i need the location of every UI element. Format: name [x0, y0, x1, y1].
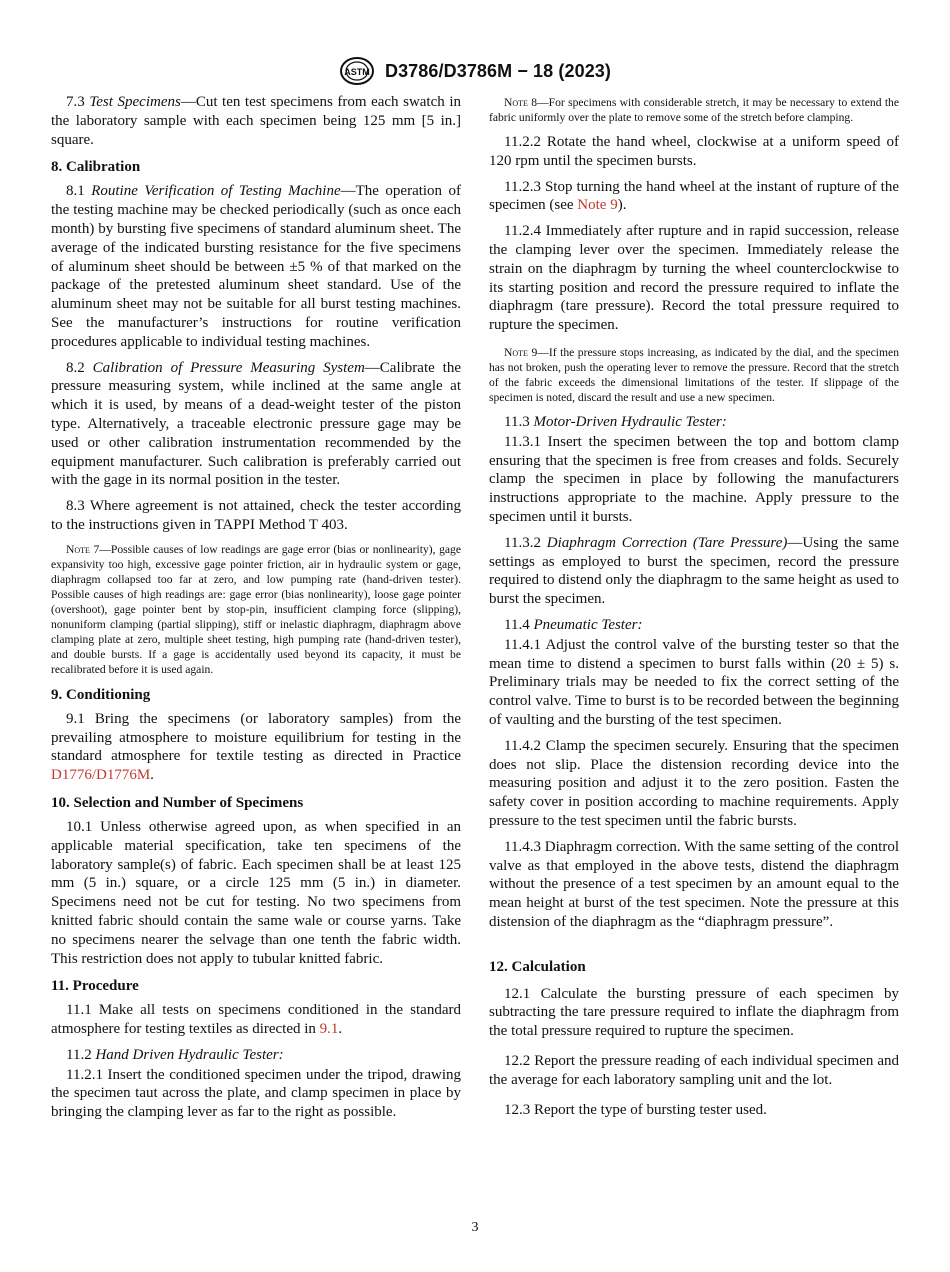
note-8: Note 8—For specimens with considerable stretch, it may be necessary to extend the fabric uniformly over the plate to remove some of the stretch before clamping.	[489, 96, 899, 124]
left-column	[51, 93, 461, 1129]
page-number: 3	[471, 1220, 479, 1235]
para-11-2-4: 11.2.4 Immediately after rupture and in rapid succession, release the clamping lever over the specimen. Immediately release the strain on the diaphragm by turning the wheel counterclockwise to its starting position and record the pressure required to inflate the diaphragm (tare pressure). Record the total pressure required to rupture the specimen.	[489, 223, 899, 334]
section-heading-procedure: 11. Procedure	[51, 978, 139, 995]
section-heading-conditioning: 9. Conditioning	[51, 686, 151, 703]
para-10-1: 10.1 Unless otherwise agreed upon, as when specified in an applicable material specification, take ten specimens of the laboratory sample(s) of fabric. Each specimen shall be at least 125 mm (5 in.) square, or a circle 125 mm (5 in.) in diameter. Specimens need not be cut for testing. No two specimens from knitted fabric should contain the same wale or course yarns. Take no specimens nearer the selvage than one tenth the fabric width. This restriction does not apply to tubular knitted fabric.	[51, 818, 461, 967]
para-9-1: 9.1 Bring the specimens (or laboratory samples) from the prevailing atmosphere to moisture equilibrium for testing in the standard atmosphere for textile testing as directed in Practice D1776/D1776M.	[51, 710, 461, 784]
para-11-3-2: 11.3.2 Diaphragm Correction (Tare Pressure)—Using the same settings as employed to burst the specimen, record the pressure required to distend only the diaphragm to the same height as used to burst the specimen.	[489, 534, 900, 608]
link-d1776[interactable]: D1776/D1776M	[51, 767, 151, 784]
para-11-1: 11.1 Make all tests on specimens conditioned in the standard atmosphere for testing textiles as directed in 9.1.	[51, 1002, 461, 1038]
para-11-2-1: 11.2.1 Insert the conditioned specimen under the tripod, drawing the specimen taut across the plate, and clamp specimen in place by bringing the clamping lever as far to the right as possible.	[51, 1066, 461, 1121]
para-11-4: 11.4 Pneumatic Tester:	[504, 616, 643, 633]
para-11-3: 11.3 Motor-Driven Hydraulic Tester:	[504, 413, 727, 430]
document-code: D3786/D3786M − 18 (2023)	[384, 60, 612, 81]
section-heading-selection: 10. Selection and Number of Specimens	[51, 794, 304, 811]
para-11-4-2: 11.4.2 Clamp the specimen securely. Ensuring that the specimen does not slip. Place the distension recording device into the measuring position and adjust it to the zero position. Fasten the safety cover in position according to machine requirements. Apply pressure to the test specimen until the fabric bursts.	[489, 737, 899, 829]
page-header	[0, 56, 950, 86]
section-heading-calibration: 8. Calibration	[51, 159, 141, 176]
section-heading-calculation: 12. Calculation	[489, 958, 586, 975]
astm-logo-icon	[339, 56, 375, 86]
para-8-1: 8.1 Routine Verification of Testing Machine—The operation of the testing machine may be checked periodically (such as once each month) by bursting five specimens of standard aluminum sheet. The average of the indicated bursting resistance for the five specimens of aluminum sheet should be between ±5 % of that marked on the package of the pretested aluminum sheet standard. Use of the aluminum sheet may not be suitable for all burst testing machines. See the manufacturer’s instructions for routine verification procedures applicable to individual testing machines.	[51, 183, 462, 350]
para-11-3-1: 11.3.1 Insert the specimen between the top and bottom clamp ensuring that the specimen is free from creases and folds. Securely clamp the specimen in place by following the manufacturers instructions appropriate to the machine. Apply pressure to the specimen until it bursts.	[489, 433, 899, 525]
para-11-4-1: 11.4.1 Adjust the control valve of the bursting tester so that the mean time to distend a specimen to burst falls within (20 ± 5) s. Preliminary trials may be needed to fix the correct setting of the control valve. Time to burst is to be recorded between the beginning of vaulting and the bursting of the test specimen.	[489, 636, 899, 728]
svg-text:ASTM: ASTM	[344, 67, 370, 77]
note-9: Note 9—If the pressure stops increasing, as indicated by the dial, and the specimen has not broken, push the operating lever to remove the pressure. Record that the stretch of the fabric exceeds the dimensional limitations of the tester. If slippage of the specimen is noted, discard the result and use a new specimen.	[489, 345, 899, 404]
link-note-9[interactable]: Note 9	[577, 197, 618, 214]
para-8-2: 8.2 Calibration of Pressure Measuring System—Calibrate the pressure measuring system, while inclined at the same angle at which it is used, by means of a dead-weight tester of the piston type. Alternatively, a traceable electronic pressure gage may be used or other calibration instrumentation recommended by the equipment manufacturer. Such calibration is preferably carried out with the gage in its normal position in the tester.	[51, 359, 461, 489]
right-column	[489, 95, 899, 1126]
para-11-2-2: 11.2.2 Rotate the hand wheel, clockwise at a uniform speed of 120 rpm until the specimen bursts.	[489, 134, 899, 169]
link-9-1[interactable]: 9.1	[319, 1021, 339, 1038]
note-7: Note 7—Possible causes of low readings are gage error (bias or nonlinearity), gage expansivity too high, excessive gage pointer friction, air in hydraulic system or gage, diaphragm collapsed too far at zero, and low pumping rate (hand-driven tester). Possible causes of high readings are: gage error (bias nonlinearity), loose gage pointer (overshoot), gage pointer bent by stop-pin, insufficient clamping force (slipping), nonuniform clamping (partial slipping), stiff or inelastic diaphragm, diaphragm above clamping plate at zero, multiple sheet testing, high pumping rate (hand-driven tester), and double bursts. If a gage is accidentally used beyond its capacity, it must be recalibrated before it is used again.	[51, 542, 461, 676]
para-12-2: 12.2 Report the pressure reading of each individual specimen and the average for each laboratory sampling unit and the lot.	[489, 1053, 899, 1088]
para-12-3: 12.3 Report the type of bursting tester used.	[504, 1101, 767, 1118]
para-11-2: 11.2 Hand Driven Hydraulic Tester:	[66, 1046, 284, 1063]
para-8-3: 8.3 Where agreement is not attained, check the tester according to the instructions given in TAPPI Method T 403.	[51, 498, 461, 533]
para-12-1: 12.1 Calculate the bursting pressure of each specimen by subtracting the tare pressure required to inflate the diaphragm from the total pressure required to rupture the specimen.	[489, 985, 899, 1040]
para-7-3: 7.3 Test Specimens—Cut ten test specimens from each swatch in the laboratory sample with each specimen being 125 mm [5 in.] square.	[51, 94, 461, 148]
para-11-2-3: 11.2.3 Stop turning the hand wheel at the instant of rupture of the specimen (see Note 9).	[489, 178, 899, 214]
para-11-4-3: 11.4.3 Diaphragm correction. With the same setting of the control valve as that employed in the above tests, distend the diaphragm without the presence of a test specimen by an amount equal to the mean height at burst of the test specimen. Note the pressure at this distension of the diaphragm as the “diaphragm pressure”.	[489, 838, 899, 930]
